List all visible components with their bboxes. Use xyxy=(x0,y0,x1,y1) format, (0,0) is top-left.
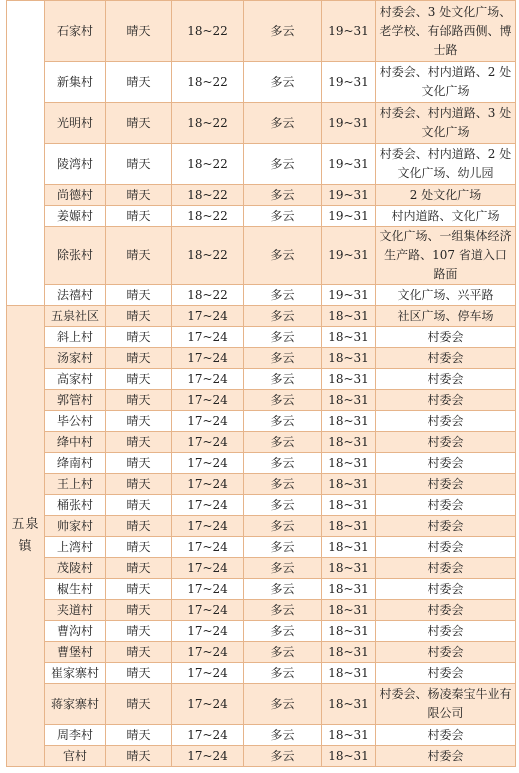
table-row xyxy=(7,642,516,663)
town-cell: 五泉 镇 xyxy=(7,306,45,767)
temp-range-cell-2: 19~31 xyxy=(322,103,376,144)
temp-range-cell: 17~24 xyxy=(172,369,244,390)
location-cell: 村委会 xyxy=(376,348,516,369)
location-cell: 村委会、3 处文化广场、老学校、有邰路西侧、博士路 xyxy=(376,1,516,62)
location-cell: 村委会 xyxy=(376,746,516,767)
temp-range-cell-2: 18~31 xyxy=(322,746,376,767)
table-row xyxy=(7,537,516,558)
temp-range-cell: 18~22 xyxy=(172,62,244,103)
cloud-cell: 多云 xyxy=(244,746,322,767)
location-cell: 村委会 xyxy=(376,725,516,746)
village-cell: 绛中村 xyxy=(45,432,106,453)
location-cell: 村委会 xyxy=(376,390,516,411)
table-row xyxy=(7,227,516,285)
village-cell: 王上村 xyxy=(45,474,106,495)
location-cell: 村委会 xyxy=(376,558,516,579)
location-cell: 文化广场、兴平路 xyxy=(376,285,516,306)
table-row xyxy=(7,62,516,103)
village-cell: 石家村 xyxy=(45,1,106,62)
cloud-cell: 多云 xyxy=(244,62,322,103)
village-cell: 陵湾村 xyxy=(45,144,106,185)
weather-cell: 晴天 xyxy=(106,327,172,348)
table-row xyxy=(7,663,516,684)
cloud-cell: 多云 xyxy=(244,144,322,185)
temp-range-cell-2: 18~31 xyxy=(322,474,376,495)
location-cell: 村委会 xyxy=(376,369,516,390)
cloud-cell: 多云 xyxy=(244,185,322,206)
weather-cell: 晴天 xyxy=(106,227,172,285)
temp-range-cell-2: 19~31 xyxy=(322,285,376,306)
cloud-cell: 多云 xyxy=(244,327,322,348)
location-cell: 社区广场、停车场 xyxy=(376,306,516,327)
temp-range-cell-2: 18~31 xyxy=(322,390,376,411)
village-cell: 郭管村 xyxy=(45,390,106,411)
temp-range-cell-2: 18~31 xyxy=(322,516,376,537)
temp-range-cell: 17~24 xyxy=(172,621,244,642)
table-row xyxy=(7,558,516,579)
temp-range-cell: 17~24 xyxy=(172,348,244,369)
cloud-cell: 多云 xyxy=(244,390,322,411)
village-cell: 汤家村 xyxy=(45,348,106,369)
temp-range-cell: 17~24 xyxy=(172,684,244,725)
weather-cell: 晴天 xyxy=(106,600,172,621)
location-cell: 村委会 xyxy=(376,663,516,684)
weather-table xyxy=(6,0,516,767)
temp-range-cell-2: 19~31 xyxy=(322,62,376,103)
location-cell: 2 处文化广场 xyxy=(376,185,516,206)
table-row xyxy=(7,579,516,600)
table-row xyxy=(7,453,516,474)
weather-cell: 晴天 xyxy=(106,390,172,411)
weather-cell: 晴天 xyxy=(106,206,172,227)
cloud-cell: 多云 xyxy=(244,516,322,537)
temp-range-cell: 17~24 xyxy=(172,453,244,474)
temp-range-cell-2: 18~31 xyxy=(322,537,376,558)
village-cell: 绛南村 xyxy=(45,453,106,474)
location-cell: 村委会 xyxy=(376,411,516,432)
temp-range-cell-2: 19~31 xyxy=(322,206,376,227)
temp-range-cell-2: 19~31 xyxy=(322,185,376,206)
village-cell: 毕公村 xyxy=(45,411,106,432)
cloud-cell: 多云 xyxy=(244,306,322,327)
table-row xyxy=(7,432,516,453)
temp-range-cell: 17~24 xyxy=(172,390,244,411)
weather-cell: 晴天 xyxy=(106,579,172,600)
temp-range-cell: 18~22 xyxy=(172,227,244,285)
cloud-cell: 多云 xyxy=(244,348,322,369)
weather-cell: 晴天 xyxy=(106,411,172,432)
temp-range-cell: 17~24 xyxy=(172,306,244,327)
weather-cell: 晴天 xyxy=(106,103,172,144)
table-row xyxy=(7,206,516,227)
weather-cell: 晴天 xyxy=(106,746,172,767)
village-cell: 桶张村 xyxy=(45,495,106,516)
weather-cell: 晴天 xyxy=(106,348,172,369)
table-row xyxy=(7,369,516,390)
weather-cell: 晴天 xyxy=(106,144,172,185)
temp-range-cell-2: 18~31 xyxy=(322,348,376,369)
location-cell: 村委会 xyxy=(376,537,516,558)
village-cell: 曹堡村 xyxy=(45,642,106,663)
village-cell: 姜嫄村 xyxy=(45,206,106,227)
temp-range-cell: 18~22 xyxy=(172,103,244,144)
table-row xyxy=(7,621,516,642)
location-cell: 村委会、村内道路、2 处文化广场 xyxy=(376,62,516,103)
cloud-cell: 多云 xyxy=(244,411,322,432)
table-row xyxy=(7,411,516,432)
cloud-cell: 多云 xyxy=(244,579,322,600)
location-cell: 文化广场、一组集体经济生产路、107 省道入口路面 xyxy=(376,227,516,285)
table-row xyxy=(7,725,516,746)
temp-range-cell: 17~24 xyxy=(172,411,244,432)
temp-range-cell: 17~24 xyxy=(172,495,244,516)
location-cell: 村委会 xyxy=(376,432,516,453)
weather-cell: 晴天 xyxy=(106,663,172,684)
location-cell: 村委会、杨凌秦宝牛业有限公司 xyxy=(376,684,516,725)
temp-range-cell-2: 18~31 xyxy=(322,600,376,621)
location-cell: 村委会、村内道路、3 处文化广场 xyxy=(376,103,516,144)
town-cell-blank xyxy=(7,1,45,306)
village-cell: 崔家寨村 xyxy=(45,663,106,684)
location-cell: 村委会 xyxy=(376,474,516,495)
table-row xyxy=(7,327,516,348)
cloud-cell: 多云 xyxy=(244,642,322,663)
table-row xyxy=(7,144,516,185)
table-row xyxy=(7,185,516,206)
cloud-cell: 多云 xyxy=(244,453,322,474)
temp-range-cell-2: 18~31 xyxy=(322,432,376,453)
weather-cell: 晴天 xyxy=(106,62,172,103)
location-cell: 村委会 xyxy=(376,453,516,474)
table-row xyxy=(7,495,516,516)
temp-range-cell: 17~24 xyxy=(172,746,244,767)
temp-range-cell-2: 18~31 xyxy=(322,558,376,579)
temp-range-cell-2: 19~31 xyxy=(322,227,376,285)
temp-range-cell-2: 18~31 xyxy=(322,621,376,642)
temp-range-cell: 17~24 xyxy=(172,537,244,558)
temp-range-cell: 18~22 xyxy=(172,285,244,306)
table-row xyxy=(7,348,516,369)
temp-range-cell-2: 18~31 xyxy=(322,579,376,600)
village-cell: 五泉社区 xyxy=(45,306,106,327)
temp-range-cell: 17~24 xyxy=(172,558,244,579)
temp-range-cell: 17~24 xyxy=(172,642,244,663)
temp-range-cell-2: 18~31 xyxy=(322,725,376,746)
temp-range-cell-2: 19~31 xyxy=(322,1,376,62)
village-cell: 尚德村 xyxy=(45,185,106,206)
village-cell: 斜上村 xyxy=(45,327,106,348)
village-cell: 高家村 xyxy=(45,369,106,390)
village-cell: 蒋家寨村 xyxy=(45,684,106,725)
village-cell: 法禧村 xyxy=(45,285,106,306)
location-cell: 村委会 xyxy=(376,600,516,621)
temp-range-cell-2: 18~31 xyxy=(322,306,376,327)
weather-cell: 晴天 xyxy=(106,621,172,642)
table-row xyxy=(7,285,516,306)
village-cell: 光明村 xyxy=(45,103,106,144)
weather-cell: 晴天 xyxy=(106,684,172,725)
weather-cell: 晴天 xyxy=(106,725,172,746)
cloud-cell: 多云 xyxy=(244,725,322,746)
location-cell: 村委会、村内道路、2 处文化广场、幼儿园 xyxy=(376,144,516,185)
temp-range-cell: 17~24 xyxy=(172,725,244,746)
weather-cell: 晴天 xyxy=(106,185,172,206)
table-row xyxy=(7,103,516,144)
temp-range-cell: 18~22 xyxy=(172,144,244,185)
village-cell: 官村 xyxy=(45,746,106,767)
cloud-cell: 多云 xyxy=(244,227,322,285)
temp-range-cell-2: 18~31 xyxy=(322,495,376,516)
temp-range-cell: 17~24 xyxy=(172,432,244,453)
cloud-cell: 多云 xyxy=(244,369,322,390)
temp-range-cell-2: 18~31 xyxy=(322,684,376,725)
temp-range-cell: 18~22 xyxy=(172,185,244,206)
temp-range-cell: 17~24 xyxy=(172,474,244,495)
temp-range-cell-2: 18~31 xyxy=(322,642,376,663)
location-cell: 村委会 xyxy=(376,495,516,516)
weather-cell: 晴天 xyxy=(106,369,172,390)
temp-range-cell: 17~24 xyxy=(172,579,244,600)
weather-cell: 晴天 xyxy=(106,495,172,516)
cloud-cell: 多云 xyxy=(244,1,322,62)
cloud-cell: 多云 xyxy=(244,495,322,516)
temp-range-cell: 17~24 xyxy=(172,663,244,684)
cloud-cell: 多云 xyxy=(244,474,322,495)
temp-range-cell: 17~24 xyxy=(172,327,244,348)
table-row xyxy=(7,1,516,62)
location-cell: 村委会 xyxy=(376,327,516,348)
weather-table-body xyxy=(7,1,516,767)
village-cell: 周李村 xyxy=(45,725,106,746)
location-cell: 村内道路、文化广场 xyxy=(376,206,516,227)
village-cell: 夹道村 xyxy=(45,600,106,621)
cloud-cell: 多云 xyxy=(244,600,322,621)
village-cell: 帅家村 xyxy=(45,516,106,537)
weather-cell: 晴天 xyxy=(106,474,172,495)
weather-cell: 晴天 xyxy=(106,285,172,306)
temp-range-cell: 17~24 xyxy=(172,516,244,537)
table-row xyxy=(7,684,516,725)
location-cell: 村委会 xyxy=(376,642,516,663)
temp-range-cell: 18~22 xyxy=(172,1,244,62)
cloud-cell: 多云 xyxy=(244,432,322,453)
temp-range-cell-2: 18~31 xyxy=(322,663,376,684)
weather-cell: 晴天 xyxy=(106,558,172,579)
weather-cell: 晴天 xyxy=(106,306,172,327)
cloud-cell: 多云 xyxy=(244,621,322,642)
weather-cell: 晴天 xyxy=(106,537,172,558)
table-row xyxy=(7,474,516,495)
village-cell: 上湾村 xyxy=(45,537,106,558)
temp-range-cell-2: 19~31 xyxy=(322,144,376,185)
cloud-cell: 多云 xyxy=(244,663,322,684)
cloud-cell: 多云 xyxy=(244,206,322,227)
cloud-cell: 多云 xyxy=(244,558,322,579)
temp-range-cell: 17~24 xyxy=(172,600,244,621)
table-row xyxy=(7,516,516,537)
temp-range-cell: 18~22 xyxy=(172,206,244,227)
table-row xyxy=(7,600,516,621)
temp-range-cell-2: 18~31 xyxy=(322,369,376,390)
location-cell: 村委会 xyxy=(376,621,516,642)
village-cell: 茂陵村 xyxy=(45,558,106,579)
weather-cell: 晴天 xyxy=(106,432,172,453)
village-cell: 椒生村 xyxy=(45,579,106,600)
location-cell: 村委会 xyxy=(376,579,516,600)
village-cell: 除张村 xyxy=(45,227,106,285)
cloud-cell: 多云 xyxy=(244,684,322,725)
temp-range-cell-2: 18~31 xyxy=(322,327,376,348)
table-row xyxy=(7,746,516,767)
table-row xyxy=(7,390,516,411)
village-cell: 曹沟村 xyxy=(45,621,106,642)
location-cell: 村委会 xyxy=(376,516,516,537)
cloud-cell: 多云 xyxy=(244,537,322,558)
weather-cell: 晴天 xyxy=(106,453,172,474)
cloud-cell: 多云 xyxy=(244,285,322,306)
temp-range-cell-2: 18~31 xyxy=(322,453,376,474)
table-row xyxy=(7,306,516,327)
temp-range-cell-2: 18~31 xyxy=(322,411,376,432)
cloud-cell: 多云 xyxy=(244,103,322,144)
weather-cell: 晴天 xyxy=(106,642,172,663)
weather-cell: 晴天 xyxy=(106,516,172,537)
village-cell: 新集村 xyxy=(45,62,106,103)
weather-cell: 晴天 xyxy=(106,1,172,62)
